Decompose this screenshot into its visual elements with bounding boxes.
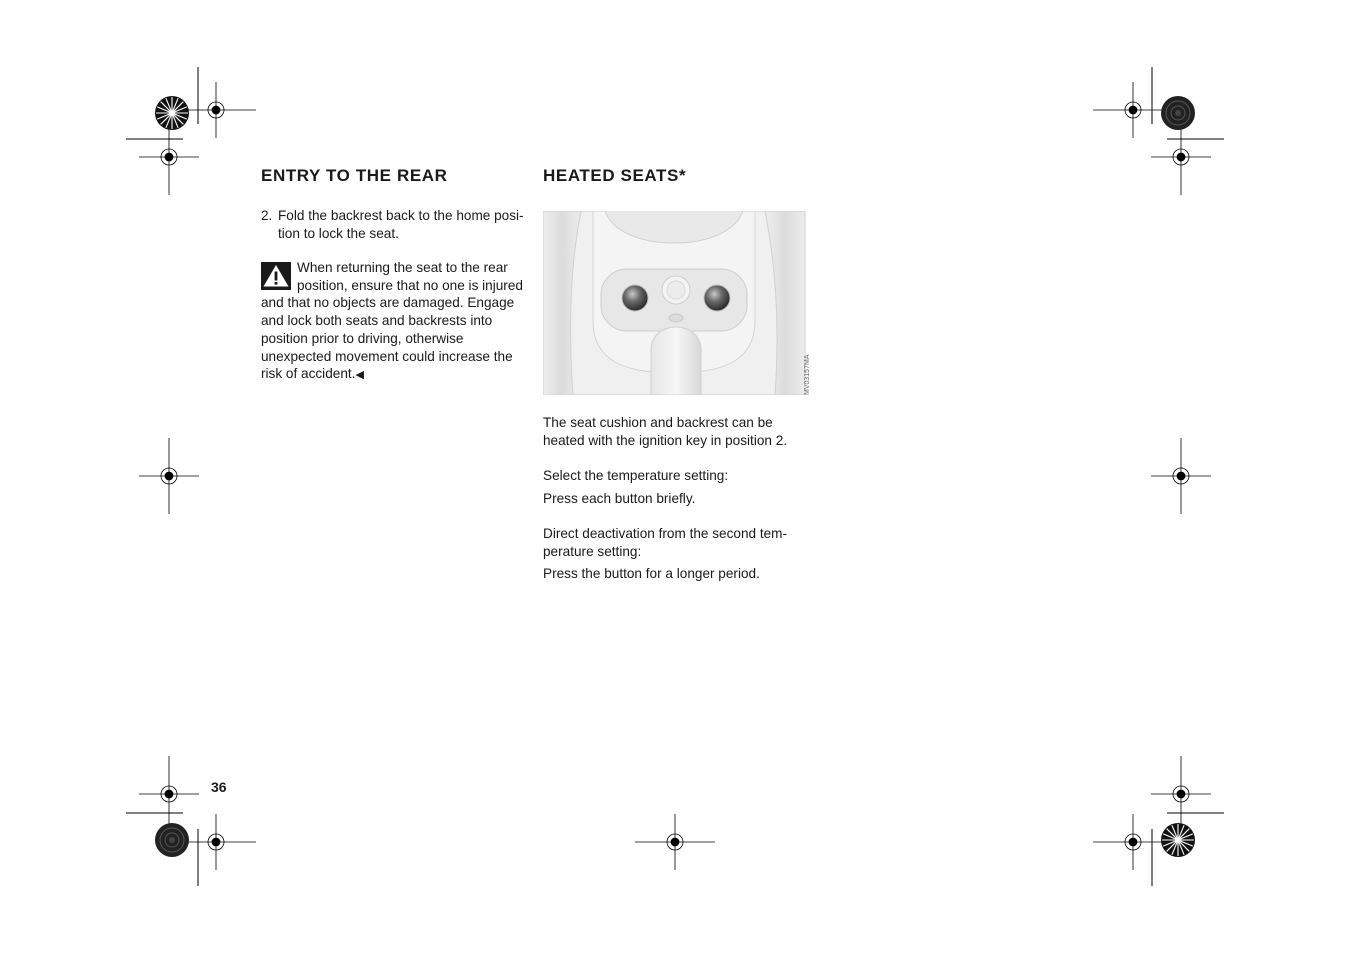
press-briefly-text: Press each button briefly. bbox=[543, 491, 696, 506]
step-number: 2. bbox=[261, 208, 273, 223]
step-2 bbox=[261, 207, 533, 242]
heating-description: The seat cushion and backrest can be heated with the ignition key in position 2. bbox=[543, 415, 788, 448]
page-number: 36 bbox=[211, 779, 227, 795]
select-temperature-text: Select the temperature setting: bbox=[543, 468, 729, 483]
step-text: Fold the backrest back to the home position to lock the seat. bbox=[278, 208, 524, 241]
direct-deactivation-text: Direct deactivation from the second temperature setting: bbox=[543, 526, 788, 559]
entry-to-rear-heading: ENTRY TO THE REAR bbox=[261, 166, 448, 185]
heated-seats-heading: HEATED SEATS* bbox=[543, 166, 687, 185]
heated-seat-buttons-illustration bbox=[543, 211, 813, 395]
figure-code: MV03157MA bbox=[804, 354, 811, 395]
warning-note bbox=[261, 259, 527, 385]
end-of-section-mark: ◀ bbox=[355, 369, 364, 382]
warning-text: When returning the seat to the rear position, ensure that no one is injured and that no objects are damaged. Engage and lock both seats and backrests into position prior to driving, otherwise unexpected movement could increase the risk of accident. bbox=[261, 260, 523, 382]
press-longer-text: Press the button for a longer period. bbox=[543, 566, 760, 581]
warning-triangle-icon bbox=[261, 262, 291, 290]
